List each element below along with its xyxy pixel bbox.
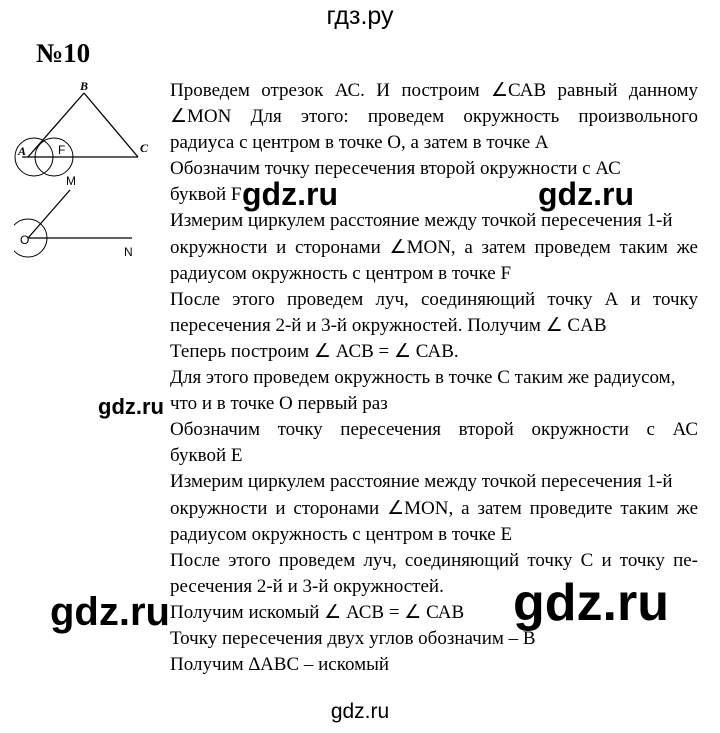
- text-line: Получим ∆АВС – искомый: [170, 654, 390, 676]
- watermark: gdz.ru: [242, 176, 338, 212]
- ray-om: [28, 190, 70, 238]
- text-line: ∠MON Для этого: проведем окружность произвольного: [170, 106, 698, 128]
- text-line: буквой F: [170, 184, 242, 206]
- text-line: Для этого проведем окружность в точке С таким же радиусом,: [170, 367, 676, 389]
- label-o: O: [20, 233, 30, 247]
- segment-ab: [28, 93, 84, 157]
- text-line: окружности и сторонами ∠MON, а затем проведите таким же: [170, 497, 698, 519]
- watermark: gdz.ru: [98, 394, 164, 419]
- text-line: радиусом окружность с центром в точке Е: [170, 523, 513, 545]
- watermark: gdz.ru: [538, 176, 634, 212]
- text-line: После этого проведем луч, соединяющий точку С и точку пе-: [170, 549, 698, 571]
- text-line: Получим искомый ∠ АСВ = ∠ САВ: [170, 601, 465, 623]
- text-line: пересечения 2-й и 3-й окружностей. Получим ∠ CAB: [170, 314, 607, 336]
- label-a: A: [18, 144, 27, 158]
- watermark: gdz.ru: [50, 590, 170, 634]
- text-line: что и в точке О первый раз: [170, 393, 388, 415]
- label-b: B: [80, 79, 89, 93]
- label-c: C: [140, 141, 149, 155]
- watermark: gdz.ru: [513, 574, 669, 632]
- label-f: F: [58, 143, 66, 157]
- text-line: ресечения 2-й и 3-й окружностей.: [170, 575, 444, 597]
- text-line: буквой Е: [170, 445, 243, 467]
- text-line: радиуса с центром в точке О, а затем в точке А: [170, 132, 549, 154]
- text-line: Обозначим точку пересечения второй окружности с АС: [170, 158, 621, 180]
- text-line: Точку пересечения двух углов обозначим – В: [170, 627, 536, 649]
- site-footer: gdz.ru: [330, 700, 390, 723]
- site-header: гдз.ру: [326, 2, 394, 30]
- text-line: Проведем отрезок АС. И построим ∠САВ равный данному: [170, 80, 698, 101]
- construction-figure: [14, 76, 164, 266]
- text-line: радиусом окружность с центром в точке F: [170, 262, 512, 284]
- text-line: После этого проведем луч, соединяющий точку А и точку: [170, 288, 698, 310]
- text-line: Измерим циркулем расстояние между точкой пересечения 1-й: [170, 471, 673, 493]
- task-number: №10: [36, 38, 91, 68]
- label-m: M: [66, 174, 76, 188]
- text-line: Измерим циркулем расстояние между точкой пересечения 1-й: [170, 210, 673, 232]
- label-n: N: [124, 245, 133, 259]
- text-line: Теперь построим ∠ АСВ = ∠ САВ.: [170, 340, 459, 362]
- segment-bc: [84, 93, 138, 157]
- text-line: Обозначим точку пересечения второй окружности с АС: [170, 419, 698, 441]
- text-line: окружности и сторонами ∠MON, а затем проведем таким же: [170, 236, 698, 258]
